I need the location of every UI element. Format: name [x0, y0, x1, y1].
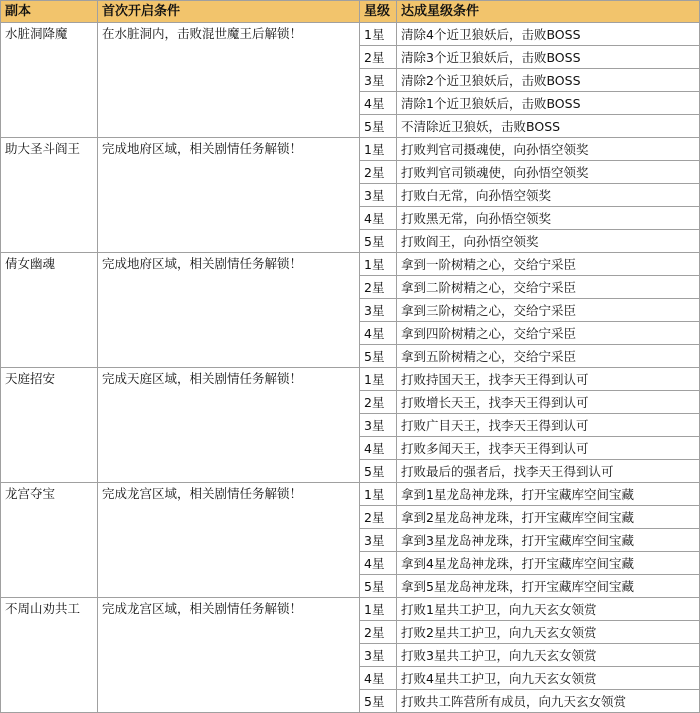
header-dungeon: 副本 [1, 1, 98, 23]
unlock-condition: 完成地府区域，相关剧情任务解锁！ [98, 138, 360, 253]
star-requirement: 打败3星共工护卫，向九天玄女领赏 [397, 644, 700, 667]
star-requirement: 打败广目天王，找李天王得到认可 [397, 414, 700, 437]
star-requirement: 打败判官司锁魂使，向孙悟空领奖 [397, 161, 700, 184]
star-requirement: 拿到4星龙岛神龙珠，打开宝藏库空间宝藏 [397, 552, 700, 575]
star-requirement: 打败白无常，向孙悟空领奖 [397, 184, 700, 207]
dungeon-name: 助大圣斗阎王 [1, 138, 98, 253]
table-row [1, 23, 700, 46]
star-level: 1星 [360, 23, 397, 46]
star-requirement: 拿到一阶树精之心，交给宁采臣 [397, 253, 700, 276]
dungeon-name: 不周山劝共工 [1, 598, 98, 713]
star-requirement: 拿到5星龙岛神龙珠，打开宝藏库空间宝藏 [397, 575, 700, 598]
table-row [1, 368, 700, 391]
star-level: 5星 [360, 460, 397, 483]
star-requirement: 打败持国天王，找李天王得到认可 [397, 368, 700, 391]
star-level: 1星 [360, 483, 397, 506]
star-level: 4星 [360, 92, 397, 115]
header-star-requirement: 达成星级条件 [397, 1, 700, 23]
star-level: 3星 [360, 529, 397, 552]
star-requirement: 拿到五阶树精之心，交给宁采臣 [397, 345, 700, 368]
star-level: 5星 [360, 345, 397, 368]
star-level: 4星 [360, 437, 397, 460]
table-body [1, 23, 700, 713]
star-level: 2星 [360, 276, 397, 299]
unlock-condition: 完成龙宫区域，相关剧情任务解锁！ [98, 598, 360, 713]
star-level: 4星 [360, 667, 397, 690]
dungeon-name: 龙宫夺宝 [1, 483, 98, 598]
star-level: 5星 [360, 575, 397, 598]
star-level: 2星 [360, 161, 397, 184]
unlock-condition: 完成龙宫区域，相关剧情任务解锁！ [98, 483, 360, 598]
unlock-condition: 完成地府区域，相关剧情任务解锁！ [98, 253, 360, 368]
star-requirement: 拿到四阶树精之心，交给宁采臣 [397, 322, 700, 345]
star-level: 5星 [360, 115, 397, 138]
star-level: 4星 [360, 552, 397, 575]
table-row [1, 483, 700, 506]
star-requirement: 打败黑无常，向孙悟空领奖 [397, 207, 700, 230]
star-requirement: 拿到2星龙岛神龙珠，打开宝藏库空间宝藏 [397, 506, 700, 529]
star-requirement: 打败多闻天王，找李天王得到认可 [397, 437, 700, 460]
dungeon-name: 天庭招安 [1, 368, 98, 483]
star-level: 3星 [360, 414, 397, 437]
star-level: 3星 [360, 69, 397, 92]
star-level: 3星 [360, 299, 397, 322]
star-level: 5星 [360, 690, 397, 713]
star-level: 4星 [360, 322, 397, 345]
table-row [1, 138, 700, 161]
star-level: 5星 [360, 230, 397, 253]
header-row [1, 1, 700, 23]
star-level: 2星 [360, 46, 397, 69]
star-level: 4星 [360, 207, 397, 230]
star-requirement: 打败4星共工护卫，向九天玄女领赏 [397, 667, 700, 690]
star-level: 1星 [360, 368, 397, 391]
star-requirement: 清除2个近卫狼妖后，击败BOSS [397, 69, 700, 92]
dungeon-name: 倩女幽魂 [1, 253, 98, 368]
star-requirement: 拿到三阶树精之心，交给宁采臣 [397, 299, 700, 322]
star-requirement: 拿到3星龙岛神龙珠，打开宝藏库空间宝藏 [397, 529, 700, 552]
star-level: 3星 [360, 644, 397, 667]
star-requirement: 拿到1星龙岛神龙珠，打开宝藏库空间宝藏 [397, 483, 700, 506]
star-requirement: 不清除近卫狼妖，击败BOSS [397, 115, 700, 138]
star-requirement: 打败1星共工护卫，向九天玄女领赏 [397, 598, 700, 621]
star-level: 2星 [360, 621, 397, 644]
star-level: 2星 [360, 391, 397, 414]
star-requirement: 打败判官司摄魂使，向孙悟空领奖 [397, 138, 700, 161]
star-level: 1星 [360, 253, 397, 276]
header-unlock-condition: 首次开启条件 [98, 1, 360, 23]
star-requirement: 清除3个近卫狼妖后，击败BOSS [397, 46, 700, 69]
star-level: 3星 [360, 184, 397, 207]
star-requirement: 打败最后的强者后，找李天王得到认可 [397, 460, 700, 483]
star-requirement: 打败阎王，向孙悟空领奖 [397, 230, 700, 253]
star-requirement: 清除4个近卫狼妖后，击败BOSS [397, 23, 700, 46]
unlock-condition: 完成天庭区域，相关剧情任务解锁！ [98, 368, 360, 483]
star-requirement: 打败增长天王，找李天王得到认可 [397, 391, 700, 414]
star-requirement: 打败共工阵营所有成员，向九天玄女领赏 [397, 690, 700, 713]
table-row [1, 253, 700, 276]
star-level: 1星 [360, 598, 397, 621]
star-requirement: 打败2星共工护卫，向九天玄女领赏 [397, 621, 700, 644]
dungeon-name: 水脏洞降魔 [1, 23, 98, 138]
unlock-condition: 在水脏洞内，击败混世魔王后解锁！ [98, 23, 360, 138]
table-row [1, 598, 700, 621]
star-level: 1星 [360, 138, 397, 161]
header-star-level: 星级 [360, 1, 397, 23]
star-level: 2星 [360, 506, 397, 529]
star-requirement: 清除1个近卫狼妖后，击败BOSS [397, 92, 700, 115]
star-requirement: 拿到二阶树精之心，交给宁采臣 [397, 276, 700, 299]
